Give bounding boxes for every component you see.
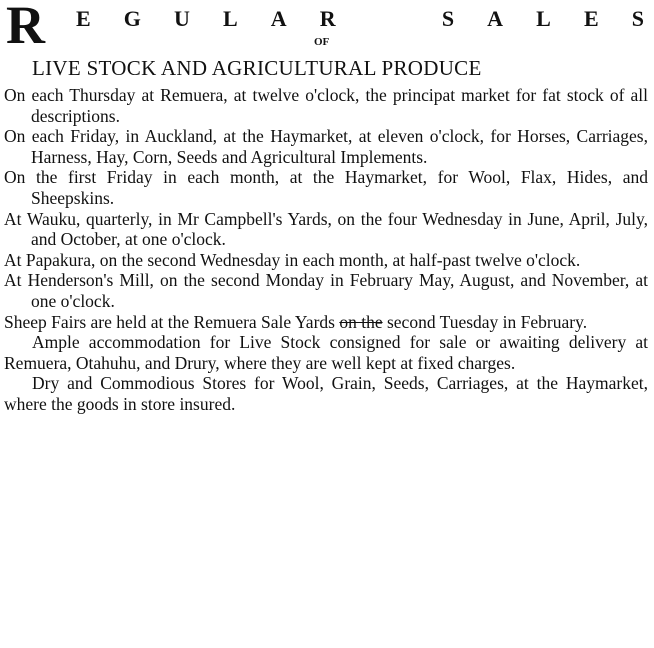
title-letter: A xyxy=(270,6,287,31)
title-letter: U xyxy=(174,6,190,31)
title-spaced-letters xyxy=(76,6,644,32)
sale-entry: On the first Friday in each month, at the Haymarket, for Wool, Flax, Hides, and Sheepskins. xyxy=(4,167,648,208)
sheep-fairs-entry xyxy=(4,312,648,333)
title-letter: R xyxy=(319,6,336,31)
stores-paragraph: Dry and Commodious Stores for Wool, Grain, Seeds, Carriages, at the Haymarket, where the goods in store insured. xyxy=(4,373,648,414)
title-gap xyxy=(369,6,409,32)
title-letter: L xyxy=(222,6,238,31)
sale-entry: On each Thursday at Remuera, at twelve o'clock, the principat market for fat stock of all descriptions. xyxy=(4,85,648,126)
title-letter: L xyxy=(536,6,551,31)
of-word: OF xyxy=(314,36,330,48)
struck-text: on the xyxy=(339,311,383,332)
title-letter: E xyxy=(583,6,599,31)
drop-cap: R xyxy=(6,0,45,55)
sale-entry: At Papakura, on the second Wednesday in each month, at half-past twelve o'clock. xyxy=(4,249,581,270)
title-letter: S xyxy=(441,6,455,31)
masthead xyxy=(4,0,648,55)
title-letter: E xyxy=(76,6,91,31)
sale-entry: On each Friday, in Auckland, at the Haymarket, at eleven o'clock, for Horses, Carriages, Harness, Hay, Corn, Seeds and Agricultural Implements. xyxy=(4,126,648,167)
title-letter: G xyxy=(123,6,141,31)
accommodation-paragraph: Ample accommodation for Live Stock consigned for sale or awaiting delivery at Remuera, Otahuhu, and Drury, where they are well kept at fixed charges. xyxy=(4,332,648,373)
sale-entry: At Wauku, quarterly, in Mr Campbell's Yards, on the four Wednesday in June, April, July, and October, at one o'clock. xyxy=(4,208,648,250)
sheep-fairs-date: second Tuesday in February. xyxy=(386,311,588,332)
title-letter: A xyxy=(487,6,504,31)
sale-entry: At Henderson's Mill, on the second Monday in February May, August, and November, at one o'clock. xyxy=(4,270,648,311)
sheep-fairs-text: Sheep Fairs are held at the Remuera Sale Yards xyxy=(4,311,335,332)
body-text xyxy=(4,85,648,415)
title-letter: S xyxy=(631,6,644,31)
subtitle: LIVE STOCK AND AGRICULTURAL PRODUCE xyxy=(32,56,482,80)
